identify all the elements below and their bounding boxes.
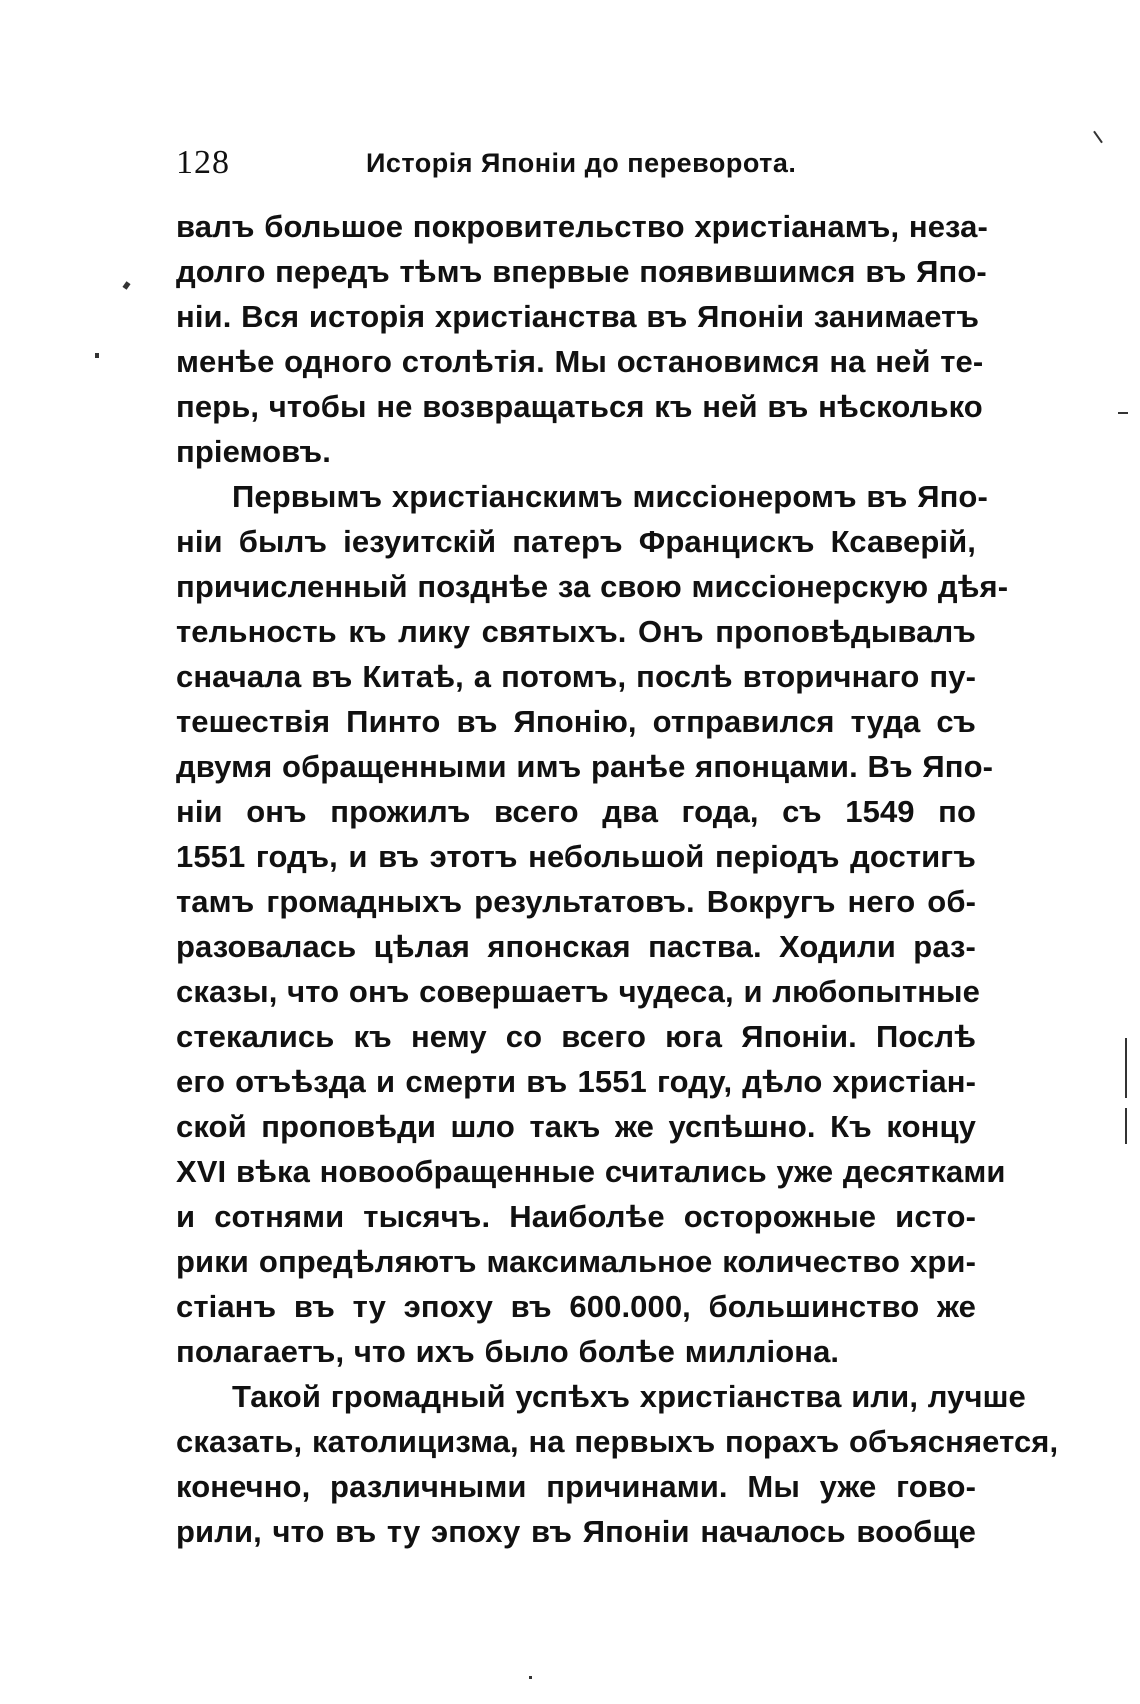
text-line: пріемовъ. [176, 434, 331, 469]
text-line: его отъѣзда и смерти въ 1551 году, дѣло христіан- [176, 1064, 976, 1099]
text-line: ніи онъ прожилъ всего два года, съ 1549 по [176, 794, 976, 829]
scan-speck [95, 353, 99, 358]
text-line: сказать, католицизма, на первыхъ порахъ объясняется, [176, 1424, 1059, 1459]
text-line: сказы, что онъ совершаетъ чудеса, и любопытные [176, 974, 980, 1009]
text-line: и сотнями тысячъ. Наиболѣе осторожные исто- [176, 1199, 976, 1234]
text-line: валъ большое покровительство христіанамъ, неза- [176, 209, 988, 244]
text-line: полагаетъ, что ихъ было болѣе милліона. [176, 1334, 840, 1369]
text-line: тамъ громадныхъ результатовъ. Вокругъ него об- [176, 884, 976, 919]
text-line: ской проповѣди шло такъ же успѣшно. Къ концу [176, 1109, 976, 1144]
body-text [176, 204, 1059, 1554]
text-line: рили, что въ ту эпоху въ Японіи началось вообще [176, 1514, 976, 1549]
text-line: разовалась цѣлая японская паства. Ходили раз- [176, 929, 976, 964]
text-line: тельность къ лику святыхъ. Онъ проповѣдывалъ [176, 614, 976, 649]
text-line: сначала въ Китаѣ, а потомъ, послѣ вторичнаго пу- [176, 659, 976, 694]
text-line: стіанъ въ ту эпоху въ 600.000, большинство же [176, 1289, 976, 1324]
text-line: Первымъ христіанскимъ миссіонеромъ въ Япо- [232, 479, 988, 514]
text-line: ніи былъ іезуитскій патеръ Францискъ Ксаверій, [176, 524, 976, 559]
page-number: 128 [176, 144, 230, 181]
text-line: долго передъ тѣмъ впервые появившимся въ Япо- [176, 254, 987, 289]
text-line: менѣе одного столѣтія. Мы остановимся на ней те- [176, 344, 984, 379]
text-line: XVI вѣка новообращенные считались уже десятками [176, 1154, 1006, 1189]
scan-speck [1125, 1108, 1127, 1144]
text-line: перь, чтобы не возвращаться къ ней въ нѣсколько [176, 389, 983, 424]
scan-speck [529, 1676, 532, 1679]
text-line: 1551 годъ, и въ этотъ небольшой періодъ достигъ [176, 839, 976, 874]
text-line: причисленный позднѣе за свою миссіонерскую дѣя- [176, 569, 1009, 604]
text-line: стекались къ нему со всего юга Японіи. Послѣ [176, 1019, 976, 1054]
page-header [176, 140, 966, 186]
text-line: двумя обращенными имъ ранѣе японцами. Въ Япо- [176, 749, 994, 784]
text-line: рики опредѣляютъ максимальное количество хри- [176, 1244, 976, 1279]
scan-speck [1093, 131, 1103, 144]
text-line: Такой громадный успѣхъ христіанства или, лучше [232, 1379, 1026, 1414]
scan-speck [122, 281, 130, 290]
scan-speck [1125, 1038, 1127, 1098]
text-line: ніи. Вся исторія христіанства въ Японіи занимаетъ [176, 299, 980, 334]
scan-speck [1118, 412, 1128, 414]
text-line: тешествія Пинто въ Японію, отправился туда съ [176, 704, 976, 739]
running-title: Исторія Японіи до переворота. [366, 148, 797, 178]
text-line: конечно, различными причинами. Мы уже гово- [176, 1469, 976, 1504]
